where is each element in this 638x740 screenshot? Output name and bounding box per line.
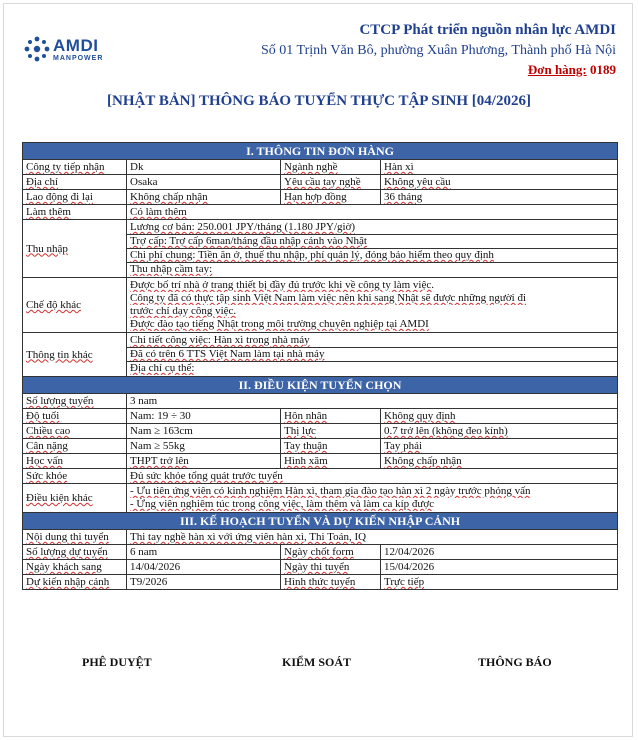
dispatch-value: Không chấp nhận <box>127 190 281 205</box>
quantity-value: 3 nam <box>127 394 618 409</box>
expected-value: 6 nam <box>127 545 281 560</box>
exam-label: Nội dung thi tuyển <box>23 530 127 545</box>
income-line: Lương cơ bản: 250.001 JPY/tháng (1.180 JPY/giờ) <box>130 221 356 233</box>
section-order-info-heading: I. THÔNG TIN ĐƠN HÀNG <box>23 143 618 160</box>
marital-value: Không quy định <box>381 409 618 424</box>
notify-signature: THÔNG BÁO <box>478 655 552 669</box>
industry-label: Ngành nghề <box>281 160 381 175</box>
income-line: Trợ cấp: Trợ cấp 6man/tháng đầu nhập cảnh vào Nhật <box>127 234 617 248</box>
logo-text: AMDI <box>53 36 99 55</box>
document-title: [NHẬT BẢN] THÔNG BÁO TUYỂN THỰC TẬP SINH [04/2026] <box>107 93 531 109</box>
age-label: Độ tuổi <box>23 409 127 424</box>
other-info-value <box>127 333 618 377</box>
method-value: Trực tiếp <box>381 575 618 590</box>
hand-value: Tay phải <box>381 439 618 454</box>
address-label: Địa chỉ <box>23 175 127 190</box>
entry-label: Dự kiến nhập cảnh <box>23 575 127 590</box>
skill-value: Không yêu cầu <box>381 175 618 190</box>
order-number <box>528 62 616 78</box>
company-name: CTCP Phát triển nguồn nhân lực AMDI <box>359 22 616 38</box>
order-label: Đơn hàng: <box>527 62 587 77</box>
address-value: Osaka <box>127 175 281 190</box>
other-info-line: Chi tiết công việc: Hàn xì trong nhà máy <box>130 334 310 346</box>
education-label: Học vấn <box>23 454 127 469</box>
exam-date-value: 15/04/2026 <box>381 560 618 575</box>
contract-label: Hạn hợp đồng <box>281 190 381 205</box>
industry-value: Hàn xì <box>381 160 618 175</box>
age-value: Nam: 19 ÷ 30 <box>127 409 281 424</box>
control-signature: KIỂM SOÁT <box>282 655 352 669</box>
height-value: Nam ≥ 163cm <box>127 424 281 439</box>
health-label: Sức khỏe <box>23 469 127 484</box>
dispatch-label: Lao động đi lại <box>23 190 127 205</box>
condition-line: - Ứng viên nghiêm túc trong công việc, làm thêm và làm ca kíp được <box>130 498 435 510</box>
income-value <box>127 220 618 278</box>
visit-label: Ngày khách sang <box>23 560 127 575</box>
other-conditions-label: Điều kiện khác <box>23 484 127 513</box>
contract-value: 36 tháng <box>381 190 618 205</box>
logo-mark-icon <box>22 34 52 64</box>
overtime-label: Làm thêm <box>23 205 127 220</box>
expected-label: Số lượng dự tuyển <box>23 545 127 560</box>
income-line: Chi phí chung: Tiền ăn ở, thuế thu nhập, phí quản lý, đóng bảo hiểm theo quy định <box>127 248 617 262</box>
section-plan-heading: III. KẾ HOẠCH TUYỂN VÀ DỰ KIẾN NHẬP CẢNH <box>23 513 618 530</box>
tattoo-label: Hình xăm <box>281 454 381 469</box>
recruitment-table <box>22 142 618 590</box>
quantity-label: Số lượng tuyển <box>23 394 127 409</box>
other-info-label: Thông tin khác <box>23 333 127 377</box>
marital-label: Hôn nhân <box>281 409 381 424</box>
other-info-line: Đã có trên 6 TTS Việt Nam làm tại nhà máy <box>127 347 617 361</box>
benefits-line: trước chỉ dạy công việc. <box>130 305 237 317</box>
education-value: THPT trở lên <box>127 454 281 469</box>
weight-value: Nam ≥ 55kg <box>127 439 281 454</box>
other-info-line: Địa chỉ cụ thể: <box>127 361 617 375</box>
benefits-label: Chế độ khác <box>23 278 127 333</box>
height-label: Chiều cao <box>23 424 127 439</box>
company-value: Dk <box>127 160 281 175</box>
company-logo <box>22 34 142 70</box>
condition-line: - Ưu tiên ứng viên có kinh nghiệm Hàn xì, tham gia đào tạo hàn xì 2 ngày trước phỏng vấn <box>130 485 531 497</box>
method-label: Hình thức tuyển <box>281 575 381 590</box>
weight-label: Cân nặng <box>23 439 127 454</box>
exam-date-label: Ngày thi tuyển <box>281 560 381 575</box>
other-conditions-value <box>127 484 618 513</box>
logo-subtext: MANPOWER <box>53 55 104 62</box>
benefits-line: Công ty đã có thực tập sinh Việt Nam làm việc nên khi sang Nhật sẽ được những người đi <box>130 292 527 304</box>
income-line: Thu nhập cầm tay: <box>127 262 617 276</box>
vision-label: Thị lực <box>281 424 381 439</box>
hand-label: Tay thuận <box>281 439 381 454</box>
order-value: 0189 <box>590 62 616 77</box>
form-date-value: 12/04/2026 <box>381 545 618 560</box>
benefits-value <box>127 278 618 333</box>
benefits-line: Được đào tạo tiếng Nhật trong môi trường chuyên nghiệp tại AMDI <box>130 318 429 330</box>
skill-label: Yêu cầu tay nghề <box>281 175 381 190</box>
section-requirements-heading: II. ĐIỀU KIỆN TUYỂN CHỌN <box>23 377 618 394</box>
health-value: Đủ sức khỏe tổng quát trước tuyển <box>127 469 618 484</box>
approve-signature: PHÊ DUYỆT <box>82 655 152 669</box>
visit-value: 14/04/2026 <box>127 560 281 575</box>
income-label: Thu nhập <box>23 220 127 278</box>
exam-value: Thi tay nghề hàn xì với ứng viên hàn xì, Thi Toán, IQ <box>127 530 618 545</box>
benefits-line: Được bố trí nhà ở trang thiết bị đầy đủ trước khi về công ty làm việc. <box>130 279 434 291</box>
vision-value: 0.7 trở lên (không đeo kính) <box>381 424 618 439</box>
tattoo-value: Không chấp nhận <box>381 454 618 469</box>
form-date-label: Ngày chốt form <box>281 545 381 560</box>
company-label: Công ty tiếp nhận <box>23 160 127 175</box>
entry-value: T9/2026 <box>127 575 281 590</box>
company-address: Số 01 Trịnh Văn Bô, phường Xuân Phương, Thành phố Hà Nội <box>261 43 616 58</box>
overtime-value: Có làm thêm <box>127 205 618 220</box>
